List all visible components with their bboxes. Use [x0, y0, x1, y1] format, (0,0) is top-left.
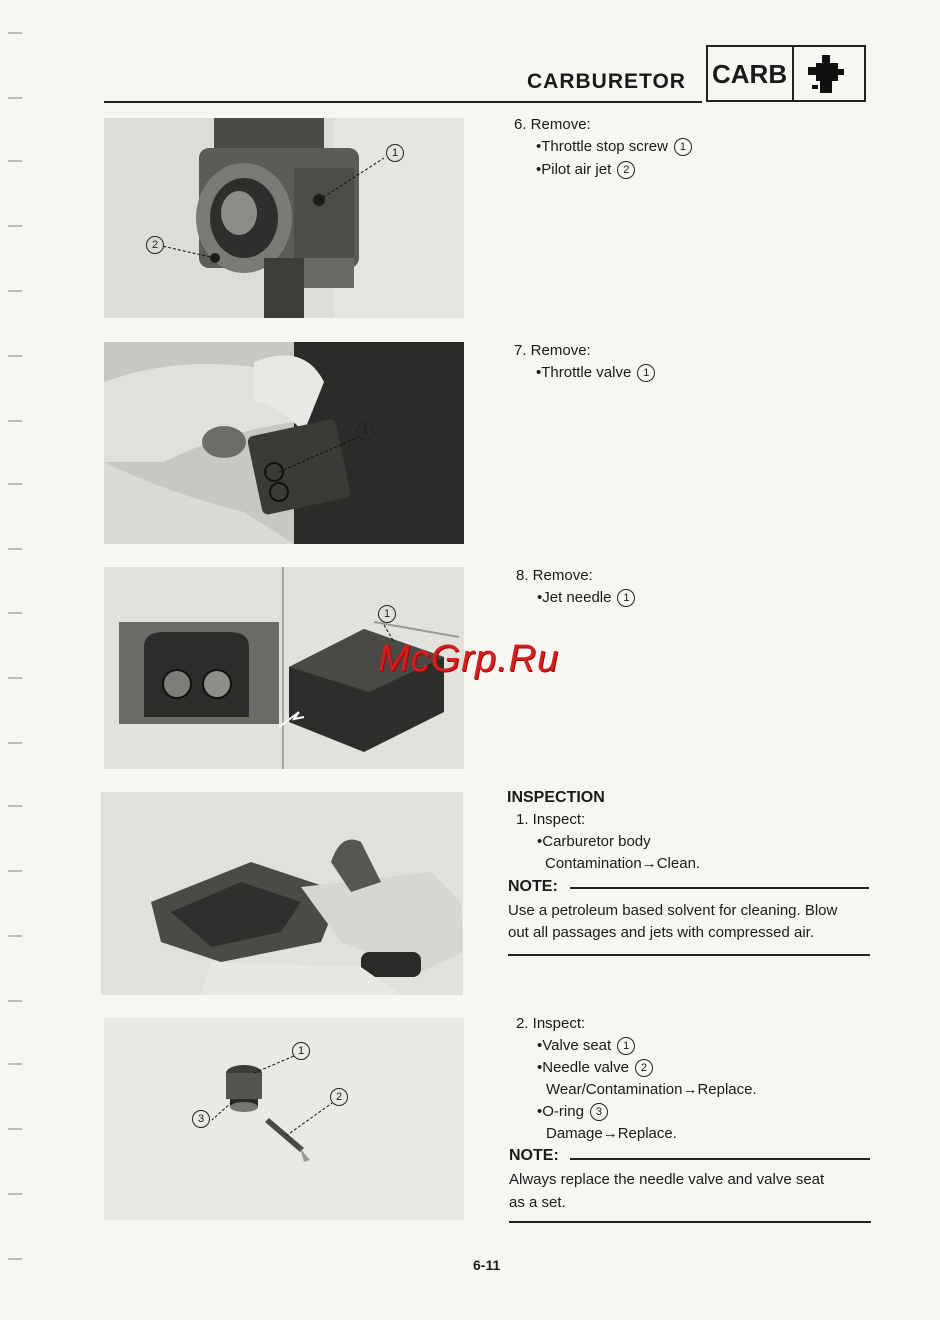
callout-1: 1	[350, 422, 374, 440]
photo-carburetor-cleaning	[101, 792, 463, 995]
step-7-label: 7. Remove:	[514, 342, 591, 359]
note-2-line-2: as a set.	[509, 1194, 566, 1211]
callout-2: 2	[324, 1088, 348, 1106]
section-badge	[706, 45, 866, 102]
step-6-item-2: •Pilot air jet 2	[536, 159, 635, 181]
note-2-label: NOTE:	[509, 1147, 559, 1164]
header-rule	[104, 101, 702, 103]
callout-2: 2	[140, 236, 164, 254]
note-2-end-rule	[509, 1221, 871, 1223]
callout-1: 1	[372, 605, 396, 623]
inspect-2-item-3: •O-ring 3	[537, 1101, 608, 1123]
photo-valve-seat-needle	[104, 1018, 464, 1220]
step-7-item-1: •Throttle valve 1	[536, 362, 655, 384]
section-badge-label: CARB	[712, 59, 788, 89]
inspect-2-action-1: Wear/Contamination→Replace.	[546, 1081, 757, 1098]
callout-1: 1	[380, 144, 404, 162]
callout-3: 3	[186, 1110, 210, 1128]
callout-1: 1	[286, 1042, 310, 1060]
photo-throttle-valve	[104, 342, 464, 544]
badge-divider	[792, 47, 794, 100]
page-number: 6-11	[473, 1257, 501, 1273]
note-2-rule	[570, 1158, 870, 1160]
step-8-item-1: •Jet needle 1	[537, 587, 635, 609]
photo-throttle-stop-screw	[104, 118, 464, 318]
step-6-item-1: •Throttle stop screw 1	[536, 136, 692, 158]
inspection-title: INSPECTION	[507, 789, 605, 806]
watermark: McGrp.Ru	[378, 638, 560, 680]
note-1-end-rule	[508, 954, 870, 956]
note-1-rule	[570, 887, 869, 889]
note-1-line-2: out all passages and jets with compressed air.	[508, 924, 814, 941]
step-8-label: 8. Remove:	[516, 567, 593, 584]
note-2-line-1: Always replace the needle valve and valve seat	[509, 1171, 825, 1188]
inspect-2-item-1: •Valve seat 1	[537, 1035, 635, 1057]
inspect-1-item: •Carburetor body	[537, 833, 651, 850]
inspect-2-label: 2. Inspect:	[516, 1015, 586, 1032]
inspect-2-action-2: Damage→Replace.	[546, 1125, 677, 1142]
page-title: CARBURETOR	[527, 70, 686, 93]
inspect-2-item-2: •Needle valve 2	[537, 1057, 653, 1079]
inspect-1-label: 1. Inspect:	[516, 811, 586, 828]
inspect-1-action: Contamination→Clean.	[545, 855, 701, 872]
note-1-line-1: Use a petroleum based solvent for cleaning. Blow	[508, 902, 838, 919]
carburetor-icon	[806, 53, 850, 97]
step-6-label: 6. Remove:	[514, 116, 591, 133]
note-1-label: NOTE:	[508, 878, 558, 895]
